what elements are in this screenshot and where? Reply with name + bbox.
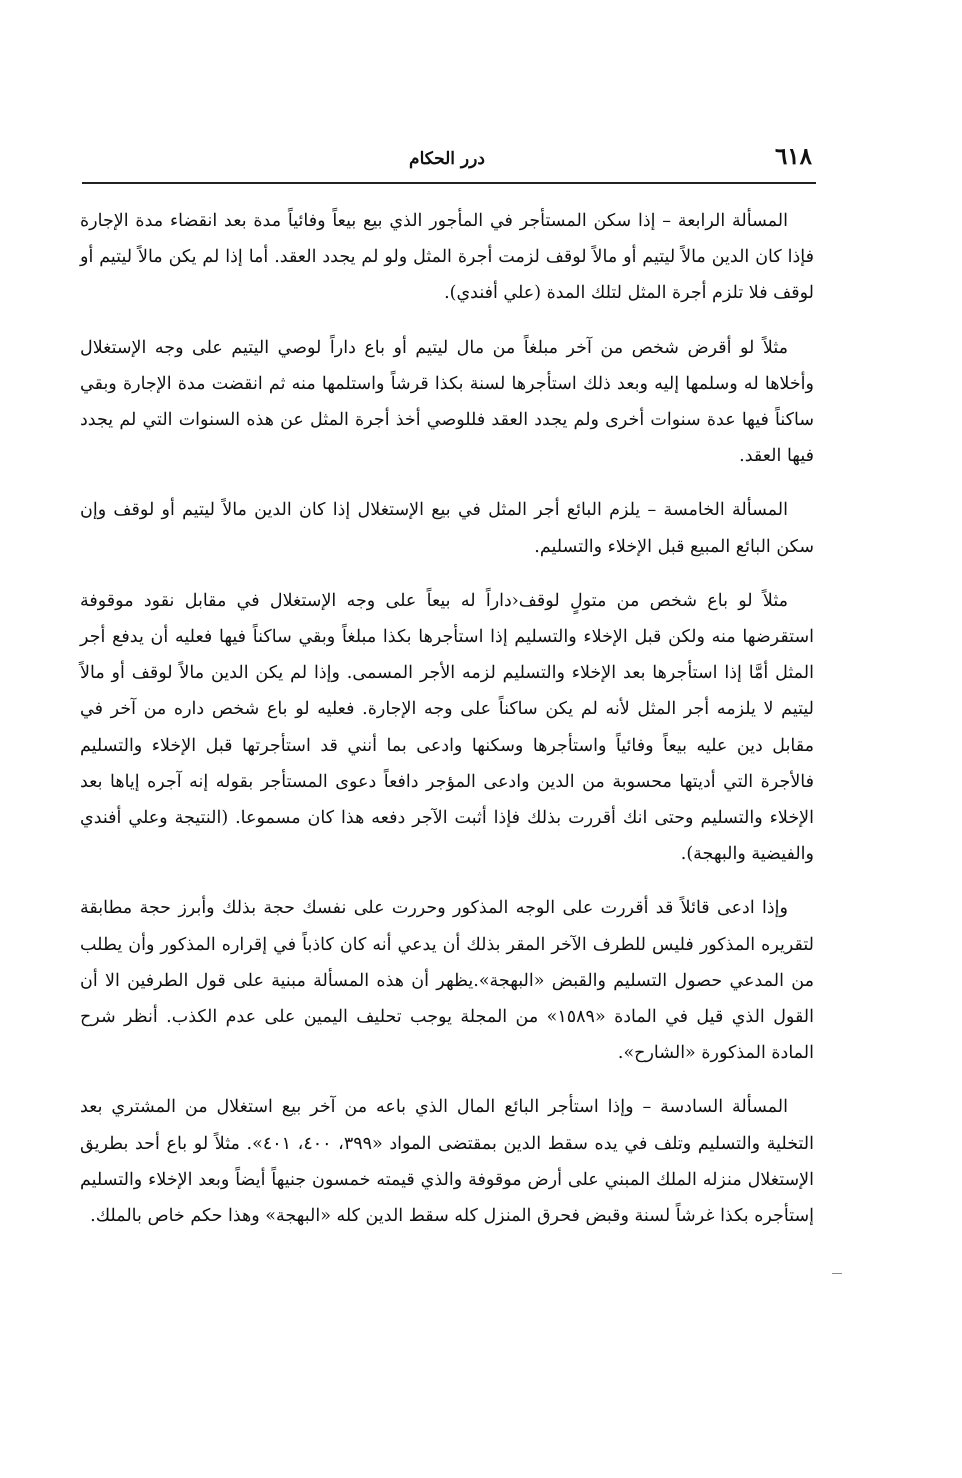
header-divider: [82, 182, 816, 184]
margin-mark: [832, 1273, 842, 1274]
page-number: ٦١٨: [774, 143, 812, 170]
paragraph-fifth-issue: المسألة الخامسة – يلزم البائع أجر المثل في بيع الإستغلال إذا كان الدين مالاً ليتيم أو لوقف وإن سكن البائع المبيع قبل الإخلاء والتسليم.: [80, 500, 814, 557]
running-title: درر الحكام: [409, 149, 485, 169]
body-text: [80, 203, 814, 1252]
paragraph-sixth-issue: المسألة السادسة – وإذا استأجر البائع المال الذي باعه من آخر بيع استغلال من المشتري بعد التخلية والتسليم وتلف في يده سقط الدين بمقتضى المواد «٣٩٩، ٤٠٠، ٤٠١». مثلاً لو باع أحد بطريق الإستغلال منزله الملك المبني على أرض موقوفة والذي قيمته خمسون جنيهاً أيضاً وبعد الإخلاء والتسليم إستأجره بكذا غرشاً لسنة وقبض فحرق المنزل كله سقط الدين كله «البهجة» وهذا حكم خاص بالملك.: [80, 1097, 814, 1227]
paragraph-fourth-issue: المسألة الرابعة – إذا سكن المستأجر في المأجور الذي بيع بيعاً وفائياً مدة بعد انقضاء مدة الإجارة فإذا كان الدين مالاً ليتيم أو مالاً لوقف لزمت أجرة المثل ولو لم يجدد العقد. أما إذا لم يكن مالاً ليتيم أو لوقف فلا تلزم أجرة المثل لتلك المدة (علي أفندي).: [80, 211, 814, 304]
paragraph-claim: وإذا ادعى قائلاً قد أقررت على الوجه المذكور وحررت على نفسك حجة بذلك وأبرز حجة مطابقة لتقريره المذكور فليس للطرف الآخر المقر بذلك أن يدعي أنه كان كاذباً في إقراره المذكور وأن يطلب من المدعي حصول التسليم والقبض «البهجة».يظهر أن هذه المسألة مبنية على قول الطرفين الا أن القول الذي قيل في المادة «١٥٨٩» من المجلة يوجب تحليف اليمين على عدم الكذب. أنظر شرح المادة المذكورة «الشارح».: [80, 898, 814, 1064]
paragraph-example-1: مثلاً لو أقرض شخص من آخر مبلغاً من مال ليتيم أو باع داراً لوصي اليتيم على وجه الإستغلال وأخلاها له وسلمها إليه وبعد ذلك استأجرها لسنة بكذا قرشاً واستلمها منه ثم انقضت مدة الإجارة وبقي ساكناً فيها عدة سنوات أخرى ولم يجدد العقد فللوصي أخذ أجرة المثل عن هذه السنوات التي لم يجدد فيها العقد.: [80, 337, 814, 467]
paragraph-example-2: مثلاً لو باع شخص من متولٍ لوقف‹داراً له بيعاً على وجه الإستغلال في مقابل نقود موقوفة استقرضها منه ولكن قبل الإخلاء والتسليم إذا استأجرها بكذا مبلغاً وبقي ساكناً فيها فعليه أن يدفع أجر المثل أمَّا إذا استأجرها بعد الإخلاء والتسليم لزمه الأجر المسمى. وإذا لم يكن الدين مالاً لوقف أو مالاً ليتيم لا يلزمه أجر المثل لأنه لم يكن ساكناً على وجه الإجارة. فعليه لو باع شخص داره من آخر في مقابل دين عليه بيعاً وفائياً واستأجرها وسكنها وادعى بما أنني قد استأجرتها قبل الإخلاء والتسليم فالأجرة التي أديتها محسوبة من الدين وادعى المؤجر دافعاً دعوى المستأجر بقوله إنه آجره إياها بعد الإخلاء والتسليم وحتى انك أقررت بذلك فإذا أثبت الآجر دفعه هذا كان مسموعا. (النتيجة وعلي أفندي والفيضية والبهجة).: [80, 590, 814, 865]
page-header: [82, 143, 812, 183]
